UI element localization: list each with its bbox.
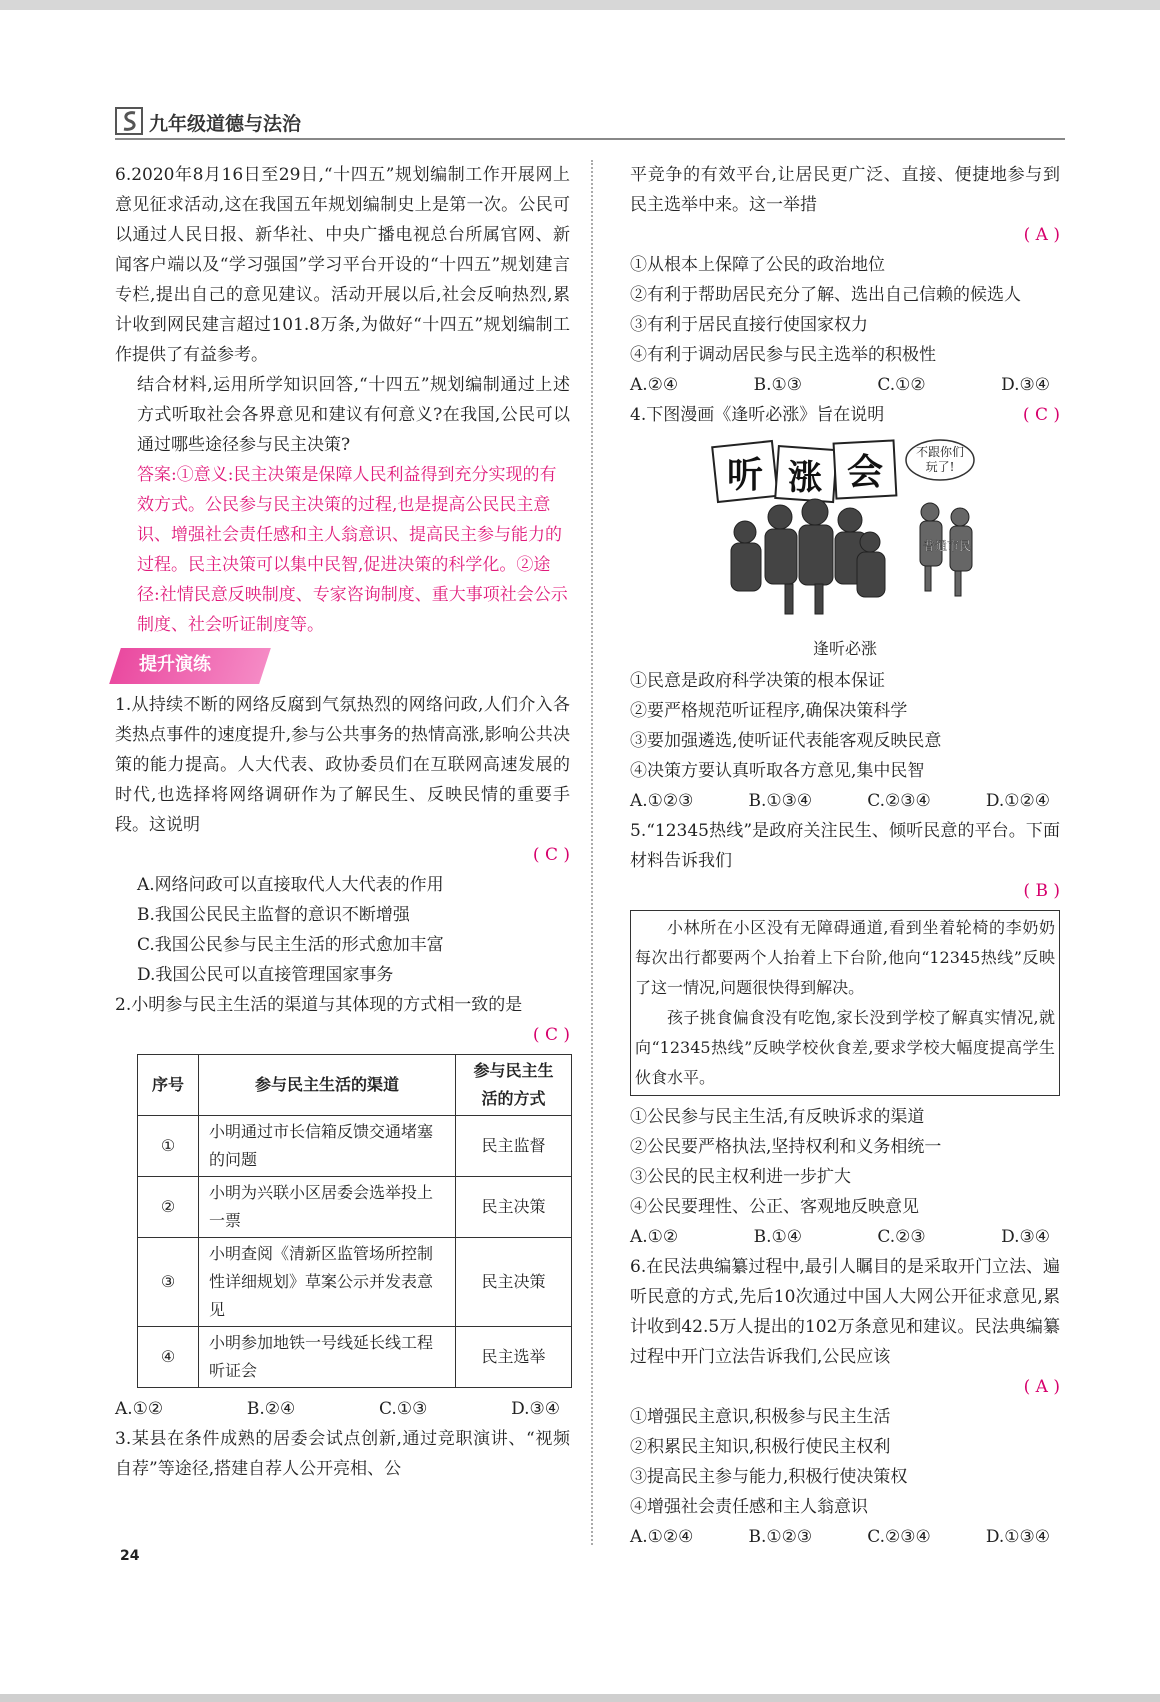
option: C.①② [877,375,926,395]
q1-answer: ( C ) [532,845,570,865]
table-cell: 民主选举 [456,1327,572,1388]
q6r-answer: ( A ) [1023,1377,1060,1397]
list-item: ②要严格规范听证程序,确保决策科学 [630,701,908,721]
option: A.①②③ [630,791,694,811]
table-cell: 小明查阅《清新区监管场所控制性详细规划》草案公示并发表意见 [199,1238,456,1327]
list-item: ③提高民主参与能力,积极行使决策权 [630,1467,908,1487]
option: A.②④ [630,375,679,395]
q6r-stem: 6.在民法典编纂过程中,最引人瞩目的是采取开门立法、遍听民意的方式,先后10次通过中国人大网公开征求意见,累计收到42.5万人提出的102万条意见和建议。民法典编纂过程中开门立法告诉我们,公民应该 [630,1257,1060,1367]
left-column [115,160,570,1484]
q1-answer-line [115,840,570,870]
q6-text: 6.2020年8月16日至29日,“十四五”规划编制工作开展网上意见征求活动,这在我国五年规划编制史上是第一次。公民可以通过人民日报、新华社、中央广播电视总台所属官网、新闻客户端以及“学习强国”学习平台开设的“十四五”规划建言专栏,提出自己的意见建议。活动开展以后,社会反响热烈,累计收到网民建言超过101.8万条,为做好“十四五”规划编制工作提供了有益参考。 [115,165,570,365]
option: B.①③④ [748,791,813,811]
q3-stem-start: 3.某县在条件成熟的居委会试点创新,通过竞职演讲、“视频自荐”等途径,搭建自荐人公开亮相、公 [115,1429,570,1479]
bottom-scan-edge [0,1694,1160,1702]
option: D.③④ [1001,375,1050,395]
table-cell: ② [138,1177,199,1238]
q1-options [115,870,570,990]
option: C.②③④ [867,791,931,811]
option: B.①④ [753,1227,802,1247]
table-cell: 小明参加地铁一号线延长线工程听证会 [199,1327,456,1388]
q3-options [630,370,1060,400]
q4-stem: 4.下图漫画《逢听必涨》旨在说明 [630,405,885,425]
q6r-items [630,1402,1060,1522]
option: C.②③④ [867,1527,931,1547]
list-item: ①公民参与民主生活,有反映诉求的渠道 [630,1107,925,1127]
list-item: ①增强民主意识,积极参与民主生活 [630,1407,891,1427]
q6-answer: 答案:①意义:民主决策是保障人民利益得到充分实现的有效方式。公民参与民主决策的过程,也是提高公民民主意识、增强社会责任感和主人翁意识、提高民主参与能力的过程。民主决策可以集中民智,促进决策的科学化。②途径:社情民意反映制度、专家咨询制度、重大事项社会公示制度、社会听证制度等。 [137,465,568,635]
option: A.①② [115,1399,164,1419]
table-cell: 民主决策 [456,1177,572,1238]
table-row [138,1238,572,1327]
q5-material-box [630,910,1060,1096]
option: B.①③ [753,375,802,395]
q3-answer: ( A ) [1023,225,1060,245]
q2-answer-line [115,1020,570,1050]
list-item: ③要加强遴选,使听证代表能客观反映民意 [630,731,942,751]
table-cell: 小明为兴联小区居委会选举投上一票 [199,1177,456,1238]
list-item: ①民意是政府科学决策的根本保证 [630,671,885,691]
cartoon-label: 普通市民 [922,539,972,553]
option: D.①③④ [985,1527,1050,1547]
table-row [138,1327,572,1388]
table-cell: ④ [138,1327,199,1388]
q4-items [630,666,1060,786]
q5-items [630,1102,1060,1222]
page-header [115,106,1065,140]
cartoon-illustration [685,432,1015,622]
sign-char: 涨 [788,458,822,498]
table-cell: 民主决策 [456,1238,572,1327]
q1-stem: 1.从持续不断的网络反腐到气氛热烈的网络问政,人们介入各类热点事件的速度提升,参与公共事务的热情高涨,影响公共决策的能力提高。人大代表、政协委员们在互联网高速发展的时代,也选择将网络调研作为了解民生、反映民情的重要手段。这说明 [115,695,570,835]
q5-answer: ( B ) [1023,881,1060,901]
list-item: ④决策方要认真听取各方意见,集中民智 [630,761,925,781]
list-item: ②积累民主知识,积极行使民主权利 [630,1437,891,1457]
option: B.我国公民民主监督的意识不断增强 [137,905,410,925]
right-column [630,160,1060,1552]
table-cell: ③ [138,1238,199,1327]
q2-options [115,1394,570,1424]
list-item: ④有利于调动居民参与民主选举的积极性 [630,345,936,365]
table-row [138,1116,572,1177]
bubble-line: 不跟你们 [915,445,965,459]
list-item: ①从根本上保障了公民的政治地位 [630,255,885,275]
bubble-line: 玩了! [925,460,955,474]
table-cell: 小明通过市长信箱反馈交通堵塞的问题 [199,1116,456,1177]
list-item: ②公民要严格执法,坚持权利和义务相统一 [630,1137,942,1157]
list-item: ③公民的民主权利进一步扩大 [630,1167,851,1187]
table-row [138,1177,572,1238]
table-header: 参与民主生活的渠道 [199,1055,456,1116]
book-logo-icon [115,106,145,136]
q6r-options [630,1522,1060,1552]
q5-answer-line [630,876,1060,906]
sign-char: 听 [726,454,764,496]
q3-answer-line [630,220,1060,250]
option: A.网络问政可以直接取代人大代表的作用 [137,875,444,895]
column-divider [591,160,593,1545]
list-item: ③有利于居民直接行使国家权力 [630,315,868,335]
section-banner [115,648,265,684]
q2-stem: 2.小明参与民主生活的渠道与其体现的方式相一致的是 [115,995,523,1015]
q2-table [137,1054,572,1388]
q5-stem: 5.“12345热线”是政府关注民生、倾听民意的平台。下面材料告诉我们 [630,821,1060,871]
table-cell: ① [138,1116,199,1177]
section-banner-label: 提升演练 [139,654,211,675]
material-paragraph: 孩子挑食偏食没有吃饱,家长没到学校了解真实情况,就向“12345热线”反映学校伙食差,要求学校大幅度提高学生伙食水平。 [635,1008,1055,1087]
option: C.我国公民参与民主生活的形式愈加丰富 [137,935,444,955]
list-item: ④增强社会责任感和主人翁意识 [630,1497,868,1517]
option: B.②④ [246,1399,296,1419]
option: A.①② [630,1227,679,1247]
material-paragraph: 小林所在小区没有无障碍通道,看到坐着轮椅的李奶奶每次出行都要两个人抬着上下台阶,他向“12345热线”反映了这一情况,问题很快得到解决。 [635,918,1055,997]
option: B.①②③ [748,1527,813,1547]
q4-stem-line [630,400,1060,430]
q4-options [630,786,1060,816]
sign-char: 会 [846,451,884,493]
table-header-row [138,1055,572,1116]
q2-answer: ( C ) [532,1025,570,1045]
list-item: ④公民要理性、公正、客观地反映意见 [630,1197,919,1217]
table-header: 序号 [138,1055,199,1116]
option: C.②③ [877,1227,926,1247]
table-header: 参与民主生活的方式 [456,1055,572,1116]
q3-items [630,250,1060,370]
q3-stem-cont: 平竞争的有效平台,让居民更广泛、直接、便捷地参与到民主选举中来。这一举措 [630,165,1060,215]
option: A.①②④ [630,1527,694,1547]
q5-options [630,1222,1060,1252]
cartoon-caption: 逢听必涨 [812,639,877,658]
table-cell: 民主监督 [456,1116,572,1177]
q6-ask: 结合材料,运用所学知识回答,“十四五”规划编制通过上述方式听取社会各界意见和建议有何意义?在我国,公民可以通过哪些途径参与民主决策? [137,375,570,455]
option: D.③④ [1001,1227,1050,1247]
option: D.我国公民可以直接管理国家事务 [137,965,394,985]
option: D.①②④ [985,791,1050,811]
page-number: 24 [120,1548,140,1564]
q4-answer: ( C ) [1022,405,1060,425]
top-scan-edge [0,0,1160,10]
option: C.①③ [379,1399,428,1419]
option: D.③④ [511,1399,560,1419]
list-item: ②有利于帮助居民充分了解、选出自己信赖的候选人 [630,285,1021,305]
header-title: 九年级道德与法治 [149,113,302,135]
q6r-answer-line [630,1372,1060,1402]
